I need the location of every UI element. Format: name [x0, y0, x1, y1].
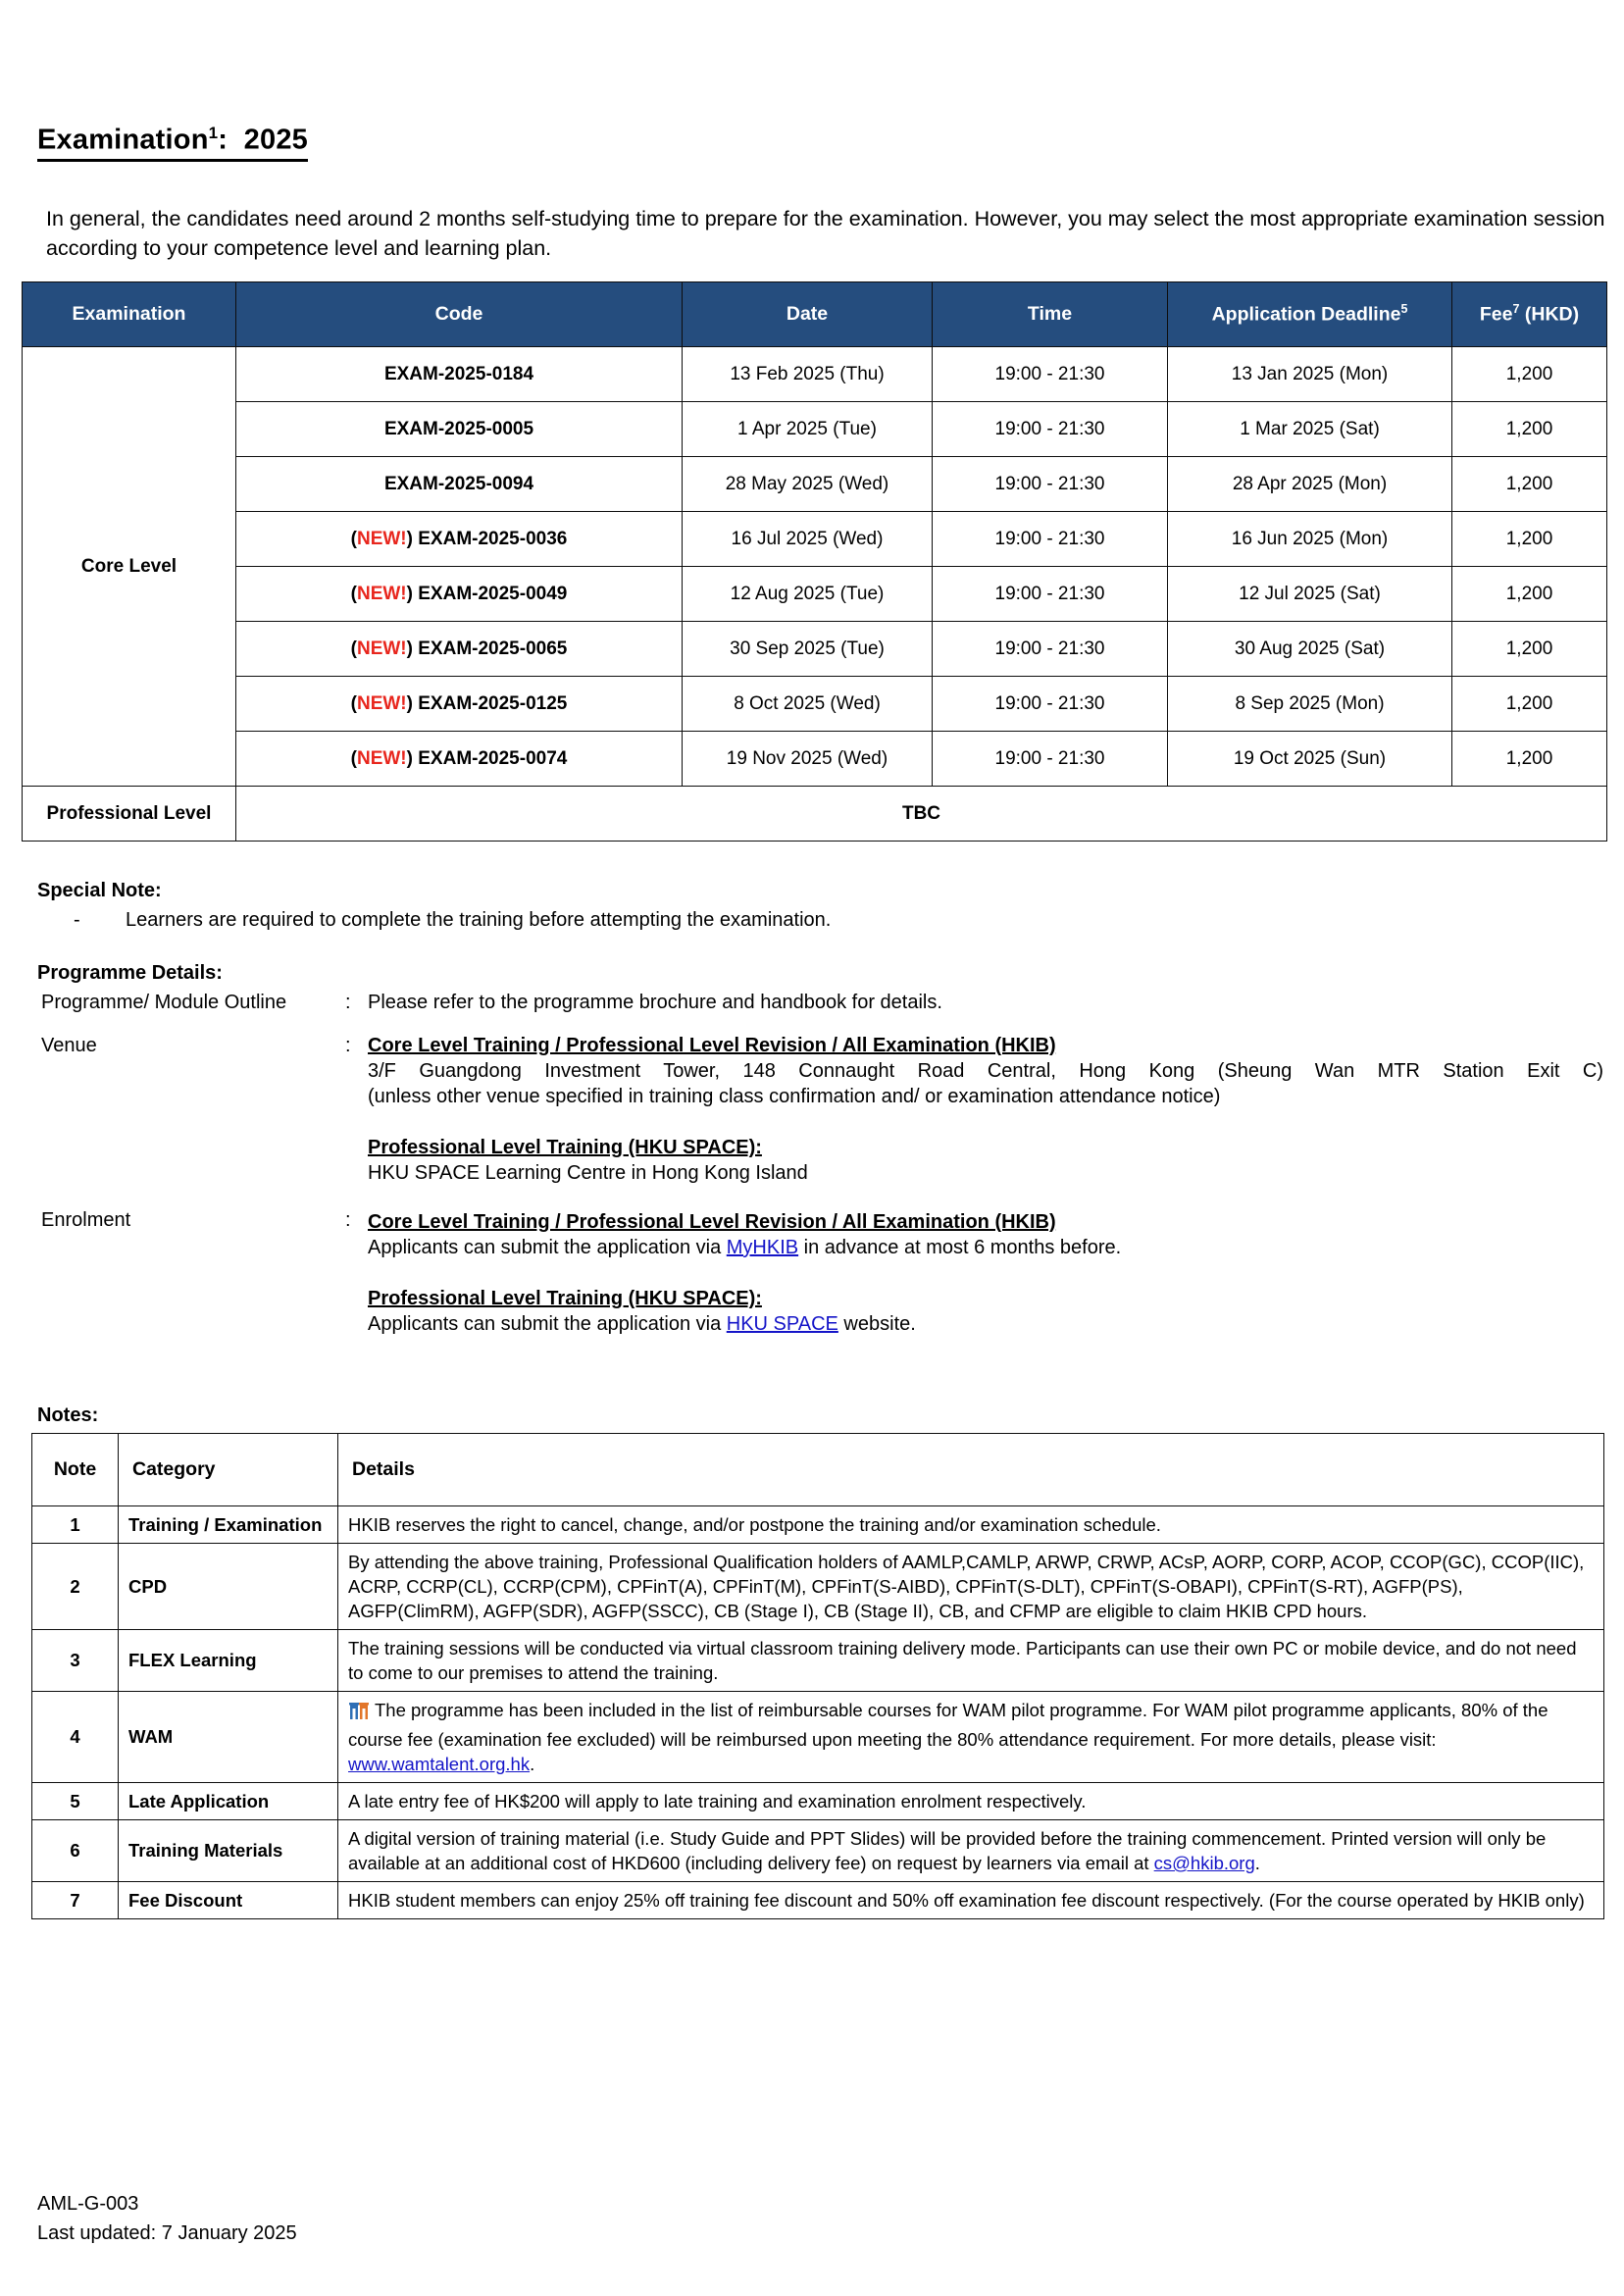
exam-deadline-cell: 28 Apr 2025 (Mon) — [1168, 457, 1452, 512]
new-badge: NEW! — [356, 638, 407, 659]
exam-time-cell: 19:00 - 21:30 — [933, 677, 1168, 732]
exam-deadline-cell: 19 Oct 2025 (Sun) — [1168, 732, 1452, 787]
note-category: WAM — [119, 1692, 338, 1783]
enrolment-spacer — [368, 1260, 1603, 1286]
exam-code-value: EXAM-2025-0036 — [418, 528, 568, 549]
exam-code-value: EXAM-2025-0005 — [383, 418, 534, 439]
exam-code-cell: (NEW!) EXAM-2025-0125 — [236, 677, 683, 732]
note-category: CPD — [119, 1544, 338, 1630]
note-details-post: . — [530, 1754, 535, 1774]
table-row — [23, 787, 1607, 842]
exam-deadline-cell: 30 Aug 2025 (Sat) — [1168, 622, 1452, 677]
venue-space-heading: Professional Level Training (HKU SPACE): — [368, 1137, 762, 1158]
note-category: Training Materials — [119, 1820, 338, 1882]
venue-hkib-note: (unless other venue specified in training class confirmation and/ or examination attendance notice) — [368, 1086, 1221, 1107]
programme-outline-value: Please refer to the programme brochure and handbook for details. — [368, 992, 942, 1013]
wamtalent-link[interactable]: www.wamtalent.org.hk — [348, 1754, 531, 1774]
notes-table-body — [32, 1506, 1604, 1919]
exam-fee-cell: 1,200 — [1452, 567, 1607, 622]
cs-email-link[interactable]: cs@hkib.org — [1153, 1853, 1255, 1873]
enrolment-colon: : — [345, 1209, 351, 1231]
note-number: 1 — [32, 1506, 119, 1544]
venue-hkib-address: 3/F Guangdong Investment Tower, 148 Connaught Road Central, Hong Kong (Sheung Wan MTR Station Exit C) — [368, 1060, 1603, 1082]
exam-code-value: EXAM-2025-0049 — [418, 583, 568, 604]
exam-date-cell: 30 Sep 2025 (Tue) — [683, 622, 933, 677]
table-row — [23, 347, 1607, 402]
table-row — [32, 1544, 1604, 1630]
exam-code-cell — [236, 347, 683, 402]
notes-table — [31, 1433, 1604, 1919]
enrolment-hkib-heading: Core Level Training / Professional Level Revision / All Examination (HKIB) — [368, 1211, 1056, 1233]
note-details: By attending the above training, Professional Qualification holders of AAMLP,CAMLP, ARWP, CRWP, ACsP, AORP, CORP, ACOP, CCOP(GC), CCOP(IIC), ACRP, CCRP(CL), CCRP(CPM), CPFinT(A), CPFinT(M), CPFinT(S-AIBD), CPFinT(S-DLT), CPFinT(S-OBAPI), CPFinT(S-RT), AGFP(PS), AGFP(ClimRM), AGFP(SDR), AGFP(SSCC), CB (Stage I), CB (Stage II), CB, and CFMP are eligible to claim HKIB CPD hours. — [338, 1544, 1604, 1630]
exam-code-value: EXAM-2025-0184 — [383, 363, 534, 384]
exam-code-value: EXAM-2025-0094 — [383, 473, 534, 494]
page-title-footnote-marker: 1 — [208, 124, 219, 142]
exam-fee-cell: 1,200 — [1452, 347, 1607, 402]
table-row — [23, 567, 1607, 622]
note-category: Late Application — [119, 1783, 338, 1820]
exam-deadline-cell: 8 Sep 2025 (Mon) — [1168, 677, 1452, 732]
exam-time-cell: 19:00 - 21:30 — [933, 622, 1168, 677]
notes-heading: Notes: — [37, 1404, 99, 1426]
note-category: FLEX Learning — [119, 1630, 338, 1692]
exam-date-cell: 16 Jul 2025 (Wed) — [683, 512, 933, 567]
enrolment-value-block — [368, 1209, 1603, 1337]
col-header-category: Category — [119, 1434, 338, 1506]
table-row — [32, 1630, 1604, 1692]
footer — [37, 2189, 297, 2248]
note-number: 6 — [32, 1820, 119, 1882]
page-title-main: Examination — [37, 124, 209, 156]
venue-space-value: HKU SPACE Learning Centre in Hong Kong Island — [368, 1162, 808, 1184]
exam-code-cell — [236, 402, 683, 457]
note-details: The training sessions will be conducted via virtual classroom training delivery mode. Participants can use their own PC or mobile device, and do not need to come to our premises to attend the training. — [338, 1630, 1604, 1692]
hku-space-link[interactable]: HKU SPACE — [726, 1313, 838, 1335]
enrolment-space-text — [368, 1311, 1603, 1337]
col-header-date: Date — [683, 282, 933, 347]
footer-last-updated: Last updated: 7 January 2025 — [37, 2222, 297, 2244]
special-note-bullet: - — [74, 909, 80, 931]
exam-date-cell: 28 May 2025 (Wed) — [683, 457, 933, 512]
note-details-pre: A digital version of training material (i.e. Study Guide and PPT Slides) will be provided before the training commencement. Printed version will only be available at an additional cost of HKD600 (including delivery fee) on request by learners via email at — [348, 1828, 1547, 1873]
exam-time-cell: 19:00 - 21:30 — [933, 512, 1168, 567]
exam-code-cell — [236, 457, 683, 512]
programme-outline-colon: : — [345, 992, 351, 1013]
intro-paragraph: In general, the candidates need around 2 months self-studying time to prepare for the examination. However, you may select the most appropriate examination session according to your competence level and learning plan. — [46, 207, 1605, 260]
enrolment-space-pre: Applicants can submit the application via — [368, 1313, 727, 1335]
programme-outline-label: Programme/ Module Outline — [41, 992, 287, 1013]
exam-date-cell: 12 Aug 2025 (Tue) — [683, 567, 933, 622]
table-row — [32, 1783, 1604, 1820]
col-header-time: Time — [933, 282, 1168, 347]
footer-doc-code: AML-G-003 — [37, 2193, 139, 2215]
table-row — [23, 402, 1607, 457]
exam-time-cell: 19:00 - 21:30 — [933, 732, 1168, 787]
new-badge: NEW! — [356, 583, 407, 604]
exam-deadline-cell: 13 Jan 2025 (Mon) — [1168, 347, 1452, 402]
col-header-deadline-footnote-marker: 5 — [1400, 302, 1408, 317]
note-number: 3 — [32, 1630, 119, 1692]
exam-deadline-cell: 16 Jun 2025 (Mon) — [1168, 512, 1452, 567]
exam-deadline-cell: 1 Mar 2025 (Sat) — [1168, 402, 1452, 457]
note-number: 4 — [32, 1692, 119, 1783]
professional-level-tbc-cell: TBC — [236, 787, 1607, 842]
venue-hkib-heading: Core Level Training / Professional Level Revision / All Examination (HKIB) — [368, 1035, 1056, 1056]
exam-date-cell: 8 Oct 2025 (Wed) — [683, 677, 933, 732]
table-row — [32, 1506, 1604, 1544]
page-title-suffix: : 2025 — [218, 124, 308, 156]
special-note-text: Learners are required to complete the training before attempting the examination. — [126, 909, 832, 931]
exam-fee-cell: 1,200 — [1452, 457, 1607, 512]
note-details: A late entry fee of HK$200 will apply to late training and examination enrolment respectively. — [338, 1783, 1604, 1820]
exam-time-cell: 19:00 - 21:30 — [933, 347, 1168, 402]
exam-fee-cell: 1,200 — [1452, 512, 1607, 567]
exam-code-value: EXAM-2025-0065 — [418, 638, 568, 659]
exam-code-cell: (NEW!) EXAM-2025-0036 — [236, 512, 683, 567]
col-header-fee-footnote-marker: 7 — [1512, 302, 1520, 317]
col-header-deadline-label: Application Deadline — [1211, 303, 1401, 326]
exam-level-professional: Professional Level — [23, 787, 236, 842]
venue-spacer — [368, 1109, 1603, 1135]
exam-code-cell: (NEW!) EXAM-2025-0065 — [236, 622, 683, 677]
col-header-fee-label: Fee — [1479, 303, 1513, 326]
venue-label: Venue — [41, 1035, 97, 1056]
col-header-application-deadline — [1168, 282, 1452, 347]
exam-fee-cell: 1,200 — [1452, 732, 1607, 787]
special-note-item — [74, 909, 1446, 932]
exam-code-cell: (NEW!) EXAM-2025-0074 — [236, 732, 683, 787]
enrolment-hkib-post: in advance at most 6 months before. — [798, 1237, 1122, 1258]
note-category: Fee Discount — [119, 1882, 338, 1919]
note-number: 2 — [32, 1544, 119, 1630]
table-row — [23, 512, 1607, 567]
table-row — [23, 677, 1607, 732]
note-number: 5 — [32, 1783, 119, 1820]
exam-fee-cell: 1,200 — [1452, 622, 1607, 677]
exam-time-cell: 19:00 - 21:30 — [933, 457, 1168, 512]
table-row — [32, 1692, 1604, 1783]
exam-time-cell: 19:00 - 21:30 — [933, 567, 1168, 622]
note-details — [338, 1692, 1604, 1783]
exam-fee-cell: 1,200 — [1452, 677, 1607, 732]
special-note-heading: Special Note: — [37, 880, 162, 901]
page-title — [37, 124, 308, 162]
col-header-fee — [1452, 282, 1607, 347]
new-badge: NEW! — [356, 692, 407, 714]
col-header-details: Details — [338, 1434, 1604, 1506]
exam-date-cell: 19 Nov 2025 (Wed) — [683, 732, 933, 787]
exam-schedule-table — [22, 281, 1607, 842]
exam-code-cell: (NEW!) EXAM-2025-0049 — [236, 567, 683, 622]
venue-value-block — [368, 1033, 1603, 1186]
note-details: HKIB reserves the right to cancel, change, and/or postpone the training and/or examination schedule. — [338, 1506, 1604, 1544]
table-row — [23, 457, 1607, 512]
col-header-examination: Examination — [23, 282, 236, 347]
programme-details-heading: Programme Details: — [37, 962, 223, 984]
exam-time-cell: 19:00 - 21:30 — [933, 402, 1168, 457]
note-details-pre: The programme has been included in the list of reimbursable courses for WAM pilot programme. For WAM pilot programme applicants, 80% of the course fee (examination fee excluded) will be reimbursed upon meeting the 80% attendance requirement. For more details, please visit: — [348, 1700, 1548, 1750]
col-header-note: Note — [32, 1434, 119, 1506]
enrolment-hkib-pre: Applicants can submit the application via — [368, 1237, 727, 1258]
new-badge: NEW! — [356, 747, 407, 769]
exam-date-cell: 1 Apr 2025 (Tue) — [683, 402, 933, 457]
exam-code-value: EXAM-2025-0074 — [418, 747, 568, 769]
table-row — [32, 1882, 1604, 1919]
exam-date-cell: 13 Feb 2025 (Thu) — [683, 347, 933, 402]
col-header-fee-unit: (HKD) — [1519, 303, 1580, 326]
table-row — [23, 622, 1607, 677]
exam-code-value: EXAM-2025-0125 — [418, 692, 568, 714]
enrolment-label: Enrolment — [41, 1209, 131, 1231]
note-category: Training / Examination — [119, 1506, 338, 1544]
note-number: 7 — [32, 1882, 119, 1919]
new-badge: NEW! — [356, 528, 407, 549]
table-row — [32, 1820, 1604, 1882]
enrolment-space-heading: Professional Level Training (HKU SPACE): — [368, 1288, 762, 1309]
exam-level-core: Core Level — [23, 347, 236, 787]
note-details: HKIB student members can enjoy 25% off training fee discount and 50% off examination fee discount respectively. (For the course operated by HKIB only) — [338, 1882, 1604, 1919]
venue-colon: : — [345, 1035, 351, 1056]
exam-deadline-cell: 12 Jul 2025 (Sat) — [1168, 567, 1452, 622]
col-header-code: Code — [236, 282, 683, 347]
exam-fee-cell: 1,200 — [1452, 402, 1607, 457]
wam-building-icon — [348, 1700, 370, 1727]
notes-table-header-row — [32, 1434, 1604, 1506]
myhkib-link[interactable]: MyHKIB — [726, 1237, 799, 1258]
enrolment-space-post: website. — [837, 1313, 916, 1335]
note-details-post: . — [1254, 1853, 1260, 1873]
table-row — [23, 732, 1607, 787]
enrolment-hkib-text — [368, 1235, 1603, 1260]
exam-table-header-row — [23, 282, 1607, 347]
exam-table-body — [23, 347, 1607, 842]
note-details — [338, 1820, 1604, 1882]
